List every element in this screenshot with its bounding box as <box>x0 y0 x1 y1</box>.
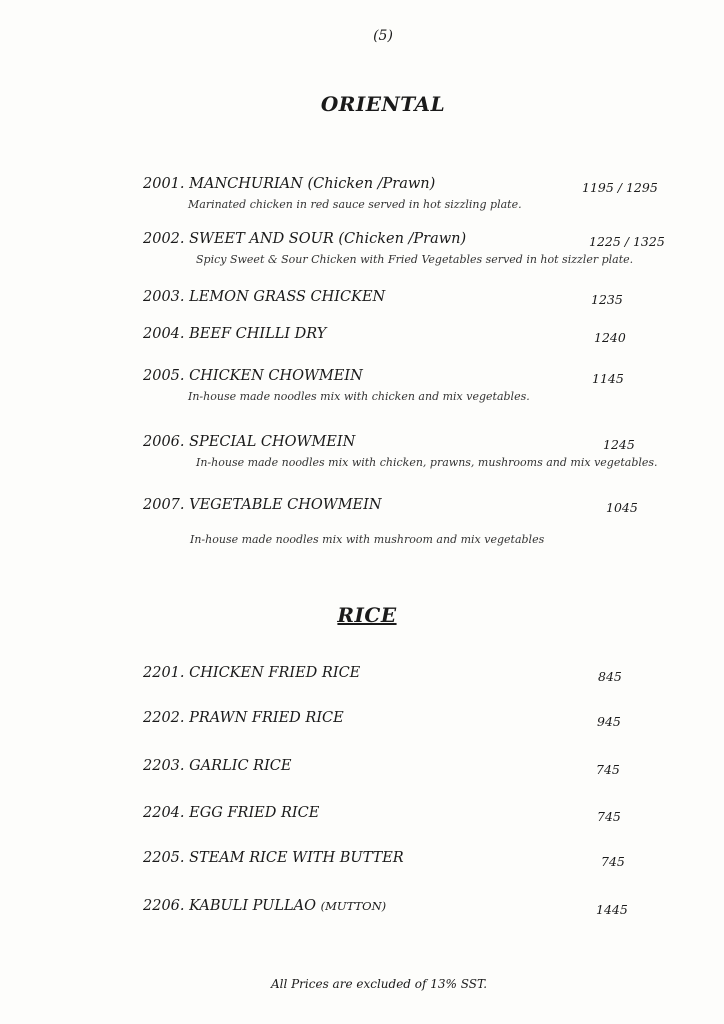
menu-item-price: 945 <box>597 714 621 729</box>
menu-item-price: 1445 <box>596 902 628 917</box>
menu-item-name <box>143 898 386 914</box>
menu-item-name-text: 2206. KABULI PULLAO <box>143 898 317 914</box>
page-number: (5) <box>373 28 393 44</box>
menu-item-description: In-house made noodles mix with mushroom and mix vegetables <box>190 533 545 546</box>
menu-item-description: Spicy Sweet & Sour Chicken with Fried Vegetables served in hot sizzler plate. <box>196 253 634 266</box>
menu-item-name: 2202. PRAWN FRIED RICE <box>143 710 344 726</box>
menu-item-name: 2007. VEGETABLE CHOWMEIN <box>143 497 382 513</box>
menu-item-description: In-house made noodles mix with chicken, prawns, mushrooms and mix vegetables. <box>196 456 658 469</box>
menu-item-price: 745 <box>596 762 620 777</box>
menu-item-price: 845 <box>598 669 622 684</box>
section-title-rice: RICE <box>337 603 397 627</box>
menu-item-name: 2201. CHICKEN FRIED RICE <box>143 665 361 681</box>
menu-item-price: 745 <box>601 854 625 869</box>
menu-item-price: 1225 / 1325 <box>589 234 665 249</box>
menu-item-name: 2203. GARLIC RICE <box>143 758 292 774</box>
menu-item-qualifier: (MUTTON) <box>320 899 387 913</box>
menu-item-name: 2001. MANCHURIAN (Chicken /Prawn) <box>143 176 436 192</box>
price-disclaimer: All Prices are excluded of 13% SST. <box>270 977 488 991</box>
menu-item-price: 745 <box>597 809 621 824</box>
menu-item-name: 2204. EGG FRIED RICE <box>143 805 320 821</box>
menu-item-name: 2004. BEEF CHILLI DRY <box>143 326 327 342</box>
section-title-oriental: ORIENTAL <box>320 92 446 116</box>
menu-item-name: 2005. CHICKEN CHOWMEIN <box>143 368 363 384</box>
menu-item-price: 1195 / 1295 <box>582 180 658 195</box>
menu-item-name: 2003. LEMON GRASS CHICKEN <box>143 289 386 305</box>
menu-item-name: 2002. SWEET AND SOUR (Chicken /Prawn) <box>143 231 467 247</box>
menu-item-price: 1235 <box>591 292 623 307</box>
menu-item-price: 1245 <box>603 437 635 452</box>
menu-item-price: 1045 <box>606 500 638 515</box>
menu-item-name: 2205. STEAM RICE WITH BUTTER <box>143 850 404 866</box>
menu-item-description: In-house made noodles mix with chicken and mix vegetables. <box>188 390 530 403</box>
menu-item-price: 1145 <box>592 371 624 386</box>
menu-item-name: 2006. SPECIAL CHOWMEIN <box>143 434 356 450</box>
menu-item-price: 1240 <box>594 330 626 345</box>
menu-item-description: Marinated chicken in red sauce served in hot sizzling plate. <box>188 198 522 211</box>
